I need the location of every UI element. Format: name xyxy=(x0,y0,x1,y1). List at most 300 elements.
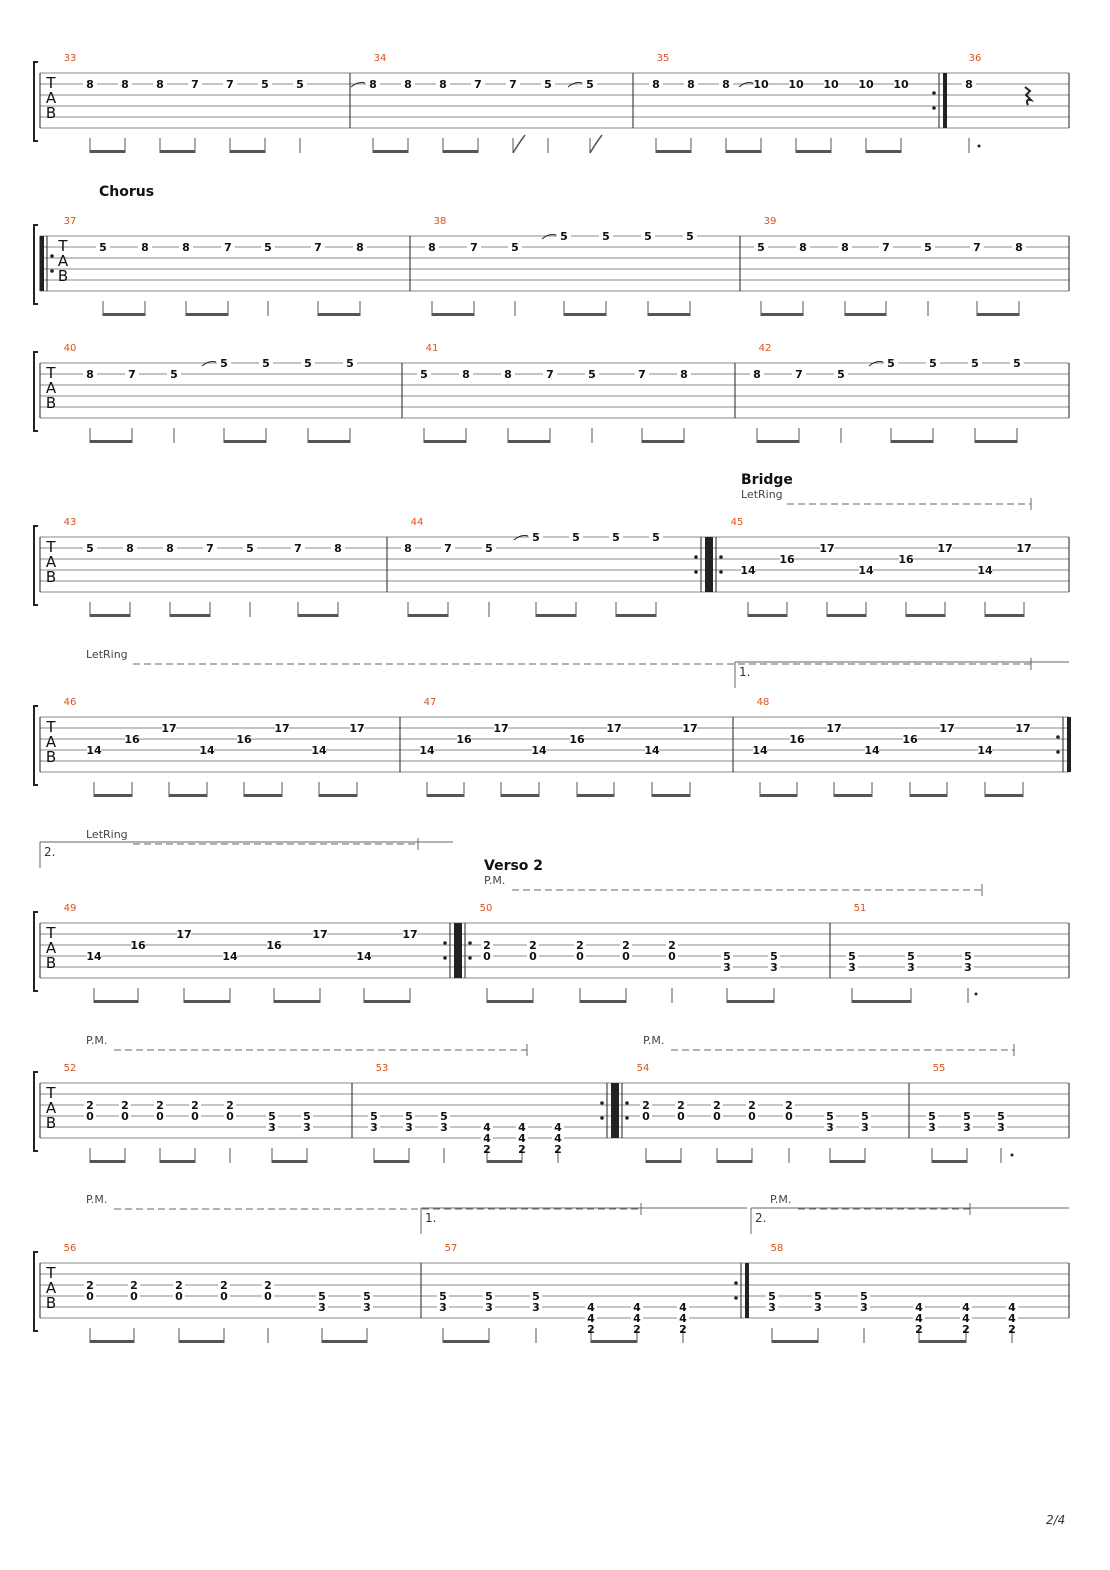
fret-number: 0 xyxy=(677,1110,685,1123)
beam xyxy=(179,1340,224,1343)
beam xyxy=(761,313,803,316)
fret-number: 0 xyxy=(713,1110,721,1123)
fret-number: 7 xyxy=(206,542,214,555)
repeat-dot xyxy=(719,555,723,559)
repeat-end-thick xyxy=(1067,717,1071,772)
fret-number: 5 xyxy=(837,368,845,381)
fret-number: 7 xyxy=(444,542,452,555)
tab-clef-b: B xyxy=(45,394,57,412)
system-1 xyxy=(34,62,1069,153)
fret-number: 0 xyxy=(130,1290,138,1303)
beam xyxy=(364,1000,410,1003)
beam xyxy=(985,794,1023,797)
tab-clef-b: B xyxy=(57,267,69,285)
fret-number: 4 xyxy=(915,1312,923,1325)
tab-clef-t: T xyxy=(58,237,68,255)
repeat-dot xyxy=(443,956,447,960)
measure-number: 50 xyxy=(479,903,493,914)
tab-clef-a: A xyxy=(45,939,57,957)
fret-number: 8 xyxy=(428,241,436,254)
repeat-dot xyxy=(625,1116,629,1120)
measure-number: 34 xyxy=(373,53,387,64)
fret-number: 17 xyxy=(176,928,192,941)
system-bracket xyxy=(34,352,38,431)
fret-number: 8 xyxy=(841,241,849,254)
fret-number: 0 xyxy=(86,1110,94,1123)
fret-number: 5 xyxy=(264,241,272,254)
fret-number: 8 xyxy=(334,542,342,555)
measure-number: 46 xyxy=(63,697,77,708)
fret-number: 8 xyxy=(680,368,688,381)
fret-number: 3 xyxy=(768,1301,776,1314)
fret-number: 5 xyxy=(602,230,610,243)
fret-number: 2 xyxy=(226,1099,234,1112)
beam xyxy=(564,313,606,316)
slide-mark xyxy=(739,83,753,88)
palm-mute-label: P.M. xyxy=(86,1034,108,1047)
fret-number: 0 xyxy=(785,1110,793,1123)
fret-number: 2 xyxy=(679,1323,687,1336)
fret-number: 8 xyxy=(652,78,660,91)
fret-number: 2 xyxy=(748,1099,756,1112)
beam xyxy=(748,614,787,617)
system-bracket xyxy=(34,1072,38,1151)
quarter-rest xyxy=(1025,87,1031,105)
fret-number: 0 xyxy=(121,1110,129,1123)
section-title: Bridge xyxy=(741,472,793,488)
fret-number: 10 xyxy=(788,78,804,91)
fret-number: 7 xyxy=(314,241,322,254)
fret-number: 16 xyxy=(902,733,918,746)
fret-number: 17 xyxy=(939,722,955,735)
fret-number: 17 xyxy=(819,542,835,555)
beam xyxy=(90,1160,125,1163)
fret-number: 8 xyxy=(126,542,134,555)
fret-number: 5 xyxy=(220,357,228,370)
tab-clef-t: T xyxy=(46,924,56,942)
fret-number: 17 xyxy=(1015,722,1031,735)
fret-number: 0 xyxy=(529,950,537,963)
dot xyxy=(1011,1154,1014,1157)
beam xyxy=(830,1160,865,1163)
fret-number: 14 xyxy=(977,744,993,757)
fret-number: 4 xyxy=(633,1301,641,1314)
beam xyxy=(757,440,799,443)
fret-number: 8 xyxy=(156,78,164,91)
fret-number: 5 xyxy=(652,531,660,544)
system-4 xyxy=(34,526,1069,617)
beam xyxy=(90,150,125,153)
slide-mark xyxy=(542,235,556,240)
fret-number: 4 xyxy=(1008,1301,1016,1314)
section-title: Verso 2 xyxy=(484,858,544,874)
repeat-end-thick xyxy=(943,73,947,128)
beam xyxy=(580,1000,626,1003)
fret-number: 16 xyxy=(789,733,805,746)
beam xyxy=(796,150,831,153)
fret-number: 14 xyxy=(752,744,768,757)
fret-number: 3 xyxy=(405,1121,413,1134)
system-2 xyxy=(34,225,1069,316)
repeat-dot xyxy=(443,941,447,945)
system-7 xyxy=(34,1072,1069,1163)
fret-number: 8 xyxy=(1015,241,1023,254)
tab-clef-t: T xyxy=(46,1084,56,1102)
beam xyxy=(975,440,1017,443)
beam xyxy=(184,1000,230,1003)
beam xyxy=(656,150,691,153)
beam xyxy=(727,1000,774,1003)
tab-clef-a: A xyxy=(45,1099,57,1117)
beam xyxy=(906,614,945,617)
slide-mark xyxy=(514,536,528,541)
tab-clef-b: B xyxy=(45,104,57,122)
fret-number: 2 xyxy=(264,1279,272,1292)
fret-number: 14 xyxy=(86,744,102,757)
fret-number: 4 xyxy=(633,1312,641,1325)
note-flag xyxy=(513,135,525,153)
beam xyxy=(616,614,656,617)
measure-number: 57 xyxy=(444,1243,458,1254)
fret-number: 5 xyxy=(907,950,915,963)
fret-number: 5 xyxy=(588,368,596,381)
measure-number: 37 xyxy=(63,216,77,227)
beam xyxy=(244,794,282,797)
repeat-dot xyxy=(1056,735,1060,739)
fret-number: 17 xyxy=(937,542,953,555)
beam xyxy=(318,313,360,316)
palm-mute-label: P.M. xyxy=(770,1193,792,1206)
fret-number: 5 xyxy=(544,78,552,91)
fret-number: 5 xyxy=(363,1290,371,1303)
fret-number: 8 xyxy=(404,542,412,555)
fret-number: 2 xyxy=(785,1099,793,1112)
measure-number: 56 xyxy=(63,1243,77,1254)
fret-number: 3 xyxy=(861,1121,869,1134)
tab-clef-t: T xyxy=(46,1264,56,1282)
tab-clef-b: B xyxy=(45,1294,57,1312)
system-3 xyxy=(34,352,1069,443)
fret-number: 16 xyxy=(779,553,795,566)
fret-number: 5 xyxy=(86,542,94,555)
fret-number: 4 xyxy=(962,1312,970,1325)
fret-number: 5 xyxy=(770,950,778,963)
repeat-end-thick xyxy=(611,1083,615,1138)
beam xyxy=(717,1160,752,1163)
volta-label: 1. xyxy=(739,665,751,679)
repeat-dot xyxy=(600,1116,604,1120)
fret-number: 3 xyxy=(907,961,915,974)
fret-number: 14 xyxy=(864,744,880,757)
fret-number: 14 xyxy=(199,744,215,757)
repeat-start-thick xyxy=(709,537,713,592)
fret-number: 4 xyxy=(587,1312,595,1325)
fret-number: 14 xyxy=(858,564,874,577)
fret-number: 0 xyxy=(86,1290,94,1303)
beam xyxy=(160,1160,195,1163)
measure-number: 36 xyxy=(968,53,982,64)
beam xyxy=(94,794,132,797)
fret-number: 8 xyxy=(722,78,730,91)
fret-number: 0 xyxy=(748,1110,756,1123)
beam xyxy=(932,1160,967,1163)
fret-number: 14 xyxy=(531,744,547,757)
fret-number: 5 xyxy=(860,1290,868,1303)
beam xyxy=(90,614,130,617)
tab-clef-t: T xyxy=(46,364,56,382)
beam xyxy=(169,794,207,797)
fret-number: 10 xyxy=(893,78,909,91)
fret-number: 8 xyxy=(504,368,512,381)
fret-number: 17 xyxy=(161,722,177,735)
beam xyxy=(94,1000,138,1003)
fret-number: 4 xyxy=(518,1132,526,1145)
fret-number: 3 xyxy=(268,1121,276,1134)
fret-number: 8 xyxy=(799,241,807,254)
beam xyxy=(170,614,210,617)
fret-number: 3 xyxy=(303,1121,311,1134)
fret-number: 5 xyxy=(532,531,540,544)
fret-number: 14 xyxy=(86,950,102,963)
slide-mark xyxy=(351,83,365,88)
measure-number: 48 xyxy=(756,697,770,708)
system-bracket xyxy=(34,62,38,141)
fret-number: 5 xyxy=(686,230,694,243)
fret-number: 3 xyxy=(964,961,972,974)
repeat-dot xyxy=(932,106,936,110)
fret-number: 4 xyxy=(679,1301,687,1314)
fret-number: 16 xyxy=(898,553,914,566)
tab-clef-a: A xyxy=(45,733,57,751)
fret-number: 3 xyxy=(370,1121,378,1134)
fret-number: 3 xyxy=(963,1121,971,1134)
beam xyxy=(977,313,1019,316)
fret-number: 5 xyxy=(170,368,178,381)
let-ring-label: LetRing xyxy=(86,648,128,661)
fret-number: 4 xyxy=(483,1121,491,1134)
repeat-dot xyxy=(600,1101,604,1105)
beam xyxy=(374,1160,409,1163)
repeat-end-thick xyxy=(705,537,709,592)
tab-clef-b: B xyxy=(45,748,57,766)
beam xyxy=(487,1000,533,1003)
measure-number: 35 xyxy=(656,53,670,64)
beam xyxy=(308,440,350,443)
fret-number: 5 xyxy=(924,241,932,254)
measure-number: 54 xyxy=(636,1063,650,1074)
fret-number: 5 xyxy=(420,368,428,381)
beam xyxy=(772,1340,818,1343)
fret-number: 0 xyxy=(226,1110,234,1123)
measure-number: 38 xyxy=(433,216,447,227)
repeat-dot xyxy=(694,555,698,559)
fret-number: 5 xyxy=(644,230,652,243)
fret-number: 2 xyxy=(633,1323,641,1336)
palm-mute-label: P.M. xyxy=(484,874,506,887)
fret-number: 2 xyxy=(483,939,491,952)
fret-number: 8 xyxy=(965,78,973,91)
fret-number: 7 xyxy=(474,78,482,91)
beam xyxy=(919,1340,966,1343)
fret-number: 4 xyxy=(1008,1312,1016,1325)
beam xyxy=(272,1160,307,1163)
fret-number: 14 xyxy=(311,744,327,757)
beam xyxy=(443,150,478,153)
fret-number: 17 xyxy=(826,722,842,735)
fret-number: 5 xyxy=(262,357,270,370)
fret-number: 5 xyxy=(246,542,254,555)
fret-number: 7 xyxy=(882,241,890,254)
fret-number: 5 xyxy=(826,1110,834,1123)
fret-number: 5 xyxy=(261,78,269,91)
measure-number: 43 xyxy=(63,517,77,528)
fret-number: 17 xyxy=(493,722,509,735)
fret-number: 4 xyxy=(587,1301,595,1314)
beam xyxy=(408,614,448,617)
measure-number: 41 xyxy=(425,343,439,354)
measure-number: 45 xyxy=(730,517,744,528)
fret-number: 5 xyxy=(586,78,594,91)
fret-number: 8 xyxy=(687,78,695,91)
fret-number: 5 xyxy=(318,1290,326,1303)
system-bracket xyxy=(34,912,38,991)
beam xyxy=(648,313,690,316)
tab-clef-b: B xyxy=(45,954,57,972)
fret-number: 8 xyxy=(439,78,447,91)
beam xyxy=(427,794,464,797)
fret-number: 5 xyxy=(532,1290,540,1303)
fret-number: 0 xyxy=(175,1290,183,1303)
fret-number: 2 xyxy=(86,1279,94,1292)
fret-number: 3 xyxy=(363,1301,371,1314)
fret-number: 2 xyxy=(191,1099,199,1112)
beam xyxy=(985,614,1024,617)
tab-clef-b: B xyxy=(45,568,57,586)
fret-number: 5 xyxy=(439,1290,447,1303)
fret-number: 17 xyxy=(606,722,622,735)
fret-number: 2 xyxy=(130,1279,138,1292)
beam xyxy=(866,150,901,153)
fret-number: 16 xyxy=(130,939,146,952)
fret-number: 3 xyxy=(848,961,856,974)
beam xyxy=(726,150,761,153)
fret-number: 5 xyxy=(296,78,304,91)
fret-number: 17 xyxy=(402,928,418,941)
fret-number: 5 xyxy=(485,1290,493,1303)
fret-number: 14 xyxy=(222,950,238,963)
fret-number: 5 xyxy=(887,357,895,370)
fret-number: 7 xyxy=(191,78,199,91)
fret-number: 2 xyxy=(642,1099,650,1112)
beam xyxy=(487,1160,522,1163)
tab-clef-t: T xyxy=(46,718,56,736)
fret-number: 5 xyxy=(971,357,979,370)
repeat-dot xyxy=(694,570,698,574)
fret-number: 2 xyxy=(677,1099,685,1112)
fret-number: 16 xyxy=(124,733,140,746)
fret-number: 7 xyxy=(294,542,302,555)
repeat-dot xyxy=(932,91,936,95)
repeat-dot xyxy=(625,1101,629,1105)
fret-number: 2 xyxy=(587,1323,595,1336)
fret-number: 2 xyxy=(529,939,537,952)
system-bracket xyxy=(34,225,38,304)
fret-number: 3 xyxy=(826,1121,834,1134)
fret-number: 3 xyxy=(485,1301,493,1314)
fret-number: 8 xyxy=(356,241,364,254)
fret-number: 2 xyxy=(121,1099,129,1112)
fret-number: 5 xyxy=(346,357,354,370)
measure-number: 55 xyxy=(932,1063,946,1074)
fret-number: 10 xyxy=(753,78,769,91)
beam xyxy=(834,794,872,797)
fret-number: 7 xyxy=(128,368,136,381)
fret-number: 2 xyxy=(86,1099,94,1112)
measure-number: 40 xyxy=(63,343,77,354)
repeat-dot xyxy=(734,1296,738,1300)
fret-number: 8 xyxy=(182,241,190,254)
beam xyxy=(432,313,474,316)
fret-number: 16 xyxy=(236,733,252,746)
fret-number: 7 xyxy=(973,241,981,254)
measure-number: 33 xyxy=(63,53,77,64)
fret-number: 5 xyxy=(814,1290,822,1303)
beam xyxy=(642,440,684,443)
slide-mark xyxy=(202,362,216,367)
fret-number: 5 xyxy=(99,241,107,254)
beam xyxy=(224,440,266,443)
beam xyxy=(760,794,797,797)
repeat-start-thick xyxy=(615,1083,619,1138)
fret-number: 5 xyxy=(997,1110,1005,1123)
fret-number: 7 xyxy=(226,78,234,91)
beam xyxy=(646,1160,681,1163)
fret-number: 2 xyxy=(175,1279,183,1292)
beam xyxy=(591,1340,637,1343)
beam xyxy=(443,1340,489,1343)
beam xyxy=(274,1000,320,1003)
fret-number: 0 xyxy=(220,1290,228,1303)
beam xyxy=(501,794,539,797)
volta-label: 1. xyxy=(425,1211,437,1225)
repeat-start-thick xyxy=(458,923,462,978)
fret-number: 5 xyxy=(612,531,620,544)
fret-number: 16 xyxy=(456,733,472,746)
tab-clef-b: B xyxy=(45,1114,57,1132)
fret-number: 4 xyxy=(518,1121,526,1134)
fret-number: 5 xyxy=(370,1110,378,1123)
fret-number: 0 xyxy=(622,950,630,963)
note-flag xyxy=(590,135,602,153)
system-bracket xyxy=(34,526,38,605)
palm-mute-label: P.M. xyxy=(643,1034,665,1047)
tab-clef-a: A xyxy=(57,252,69,270)
repeat-dot xyxy=(719,570,723,574)
beam xyxy=(298,614,338,617)
beam xyxy=(160,150,195,153)
fret-number: 2 xyxy=(622,939,630,952)
fret-number: 2 xyxy=(576,939,584,952)
let-ring-label: LetRing xyxy=(741,488,783,501)
fret-number: 4 xyxy=(915,1301,923,1314)
fret-number: 5 xyxy=(768,1290,776,1303)
beam xyxy=(322,1340,367,1343)
fret-number: 4 xyxy=(679,1312,687,1325)
measure-number: 39 xyxy=(763,216,777,227)
system-bracket xyxy=(34,706,38,785)
fret-number: 2 xyxy=(554,1143,562,1156)
fret-number: 5 xyxy=(963,1110,971,1123)
